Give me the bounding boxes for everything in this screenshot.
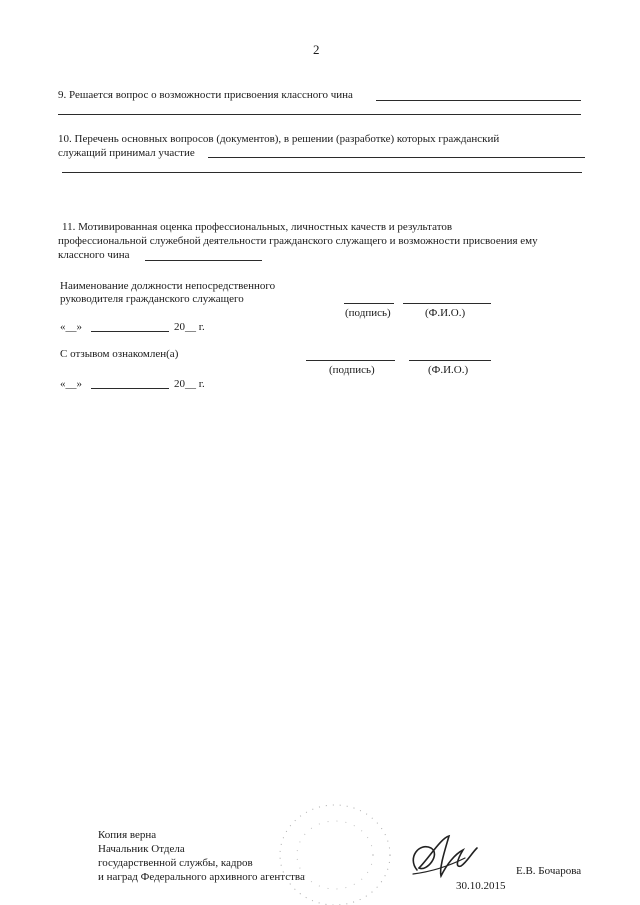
- item10-line1: 10. Перечень основных вопросов (документов), в решении (разработке) которых гражданский: [58, 133, 500, 145]
- item9-text: 9. Решается вопрос о возможности присвоения классного чина: [58, 89, 353, 101]
- item9-fill-line[interactable]: [376, 100, 581, 101]
- supervisor-name-caption: (Ф.И.О.): [425, 307, 466, 319]
- acknowledged-label: С отзывом ознакомлен(а): [60, 348, 179, 360]
- acknowledged-signature-line[interactable]: [306, 360, 395, 361]
- supervisor-signature-line[interactable]: [344, 303, 394, 304]
- page-number: 2: [313, 42, 320, 57]
- item11-line2: профессиональной служебной деятельности гражданского служащего и возможности присвоения ему: [58, 235, 538, 247]
- certification-line2: Начальник Отдела: [98, 843, 185, 855]
- acknowledged-date-open: «__»: [60, 378, 82, 390]
- handwritten-signature: [405, 828, 485, 888]
- supervisor-label-line2: руководителя гражданского служащего: [60, 293, 244, 305]
- certification-signer: Е.В. Бочарова: [516, 865, 582, 877]
- item11-line3: классного чина: [58, 249, 130, 261]
- item11-fill-line[interactable]: [145, 260, 262, 261]
- item10-fill-line[interactable]: [208, 157, 585, 158]
- certification-line4: и наград Федерального архивного агентства: [98, 871, 305, 883]
- supervisor-date-open: «__»: [60, 321, 82, 333]
- supervisor-label-line1: Наименование должности непосредственного: [60, 280, 276, 292]
- acknowledged-name-line[interactable]: [409, 360, 491, 361]
- certification-line3: государственной службы, кадров: [98, 857, 253, 869]
- item11-line1: 11. Мотивированная оценка профессиональных, личностных качеств и результатов: [62, 221, 453, 233]
- supervisor-signature-caption: (подпись): [345, 307, 391, 319]
- item10-continuation-line[interactable]: [62, 172, 582, 173]
- acknowledged-signature-caption: (подпись): [329, 364, 375, 376]
- supervisor-name-line[interactable]: [403, 303, 491, 304]
- acknowledged-date-year: 20__ г.: [174, 378, 205, 390]
- stamp-impression: [270, 795, 400, 905]
- supervisor-date-year: 20__ г.: [174, 321, 205, 333]
- certification-line1: Копия верна: [98, 829, 157, 841]
- item10-line2: служащий принимал участие: [58, 147, 195, 159]
- supervisor-date-line[interactable]: [91, 331, 169, 332]
- certification-date: 30.10.2015: [456, 880, 506, 892]
- item9-continuation-line[interactable]: [58, 114, 581, 115]
- acknowledged-name-caption: (Ф.И.О.): [428, 364, 469, 376]
- acknowledged-date-line[interactable]: [91, 388, 169, 389]
